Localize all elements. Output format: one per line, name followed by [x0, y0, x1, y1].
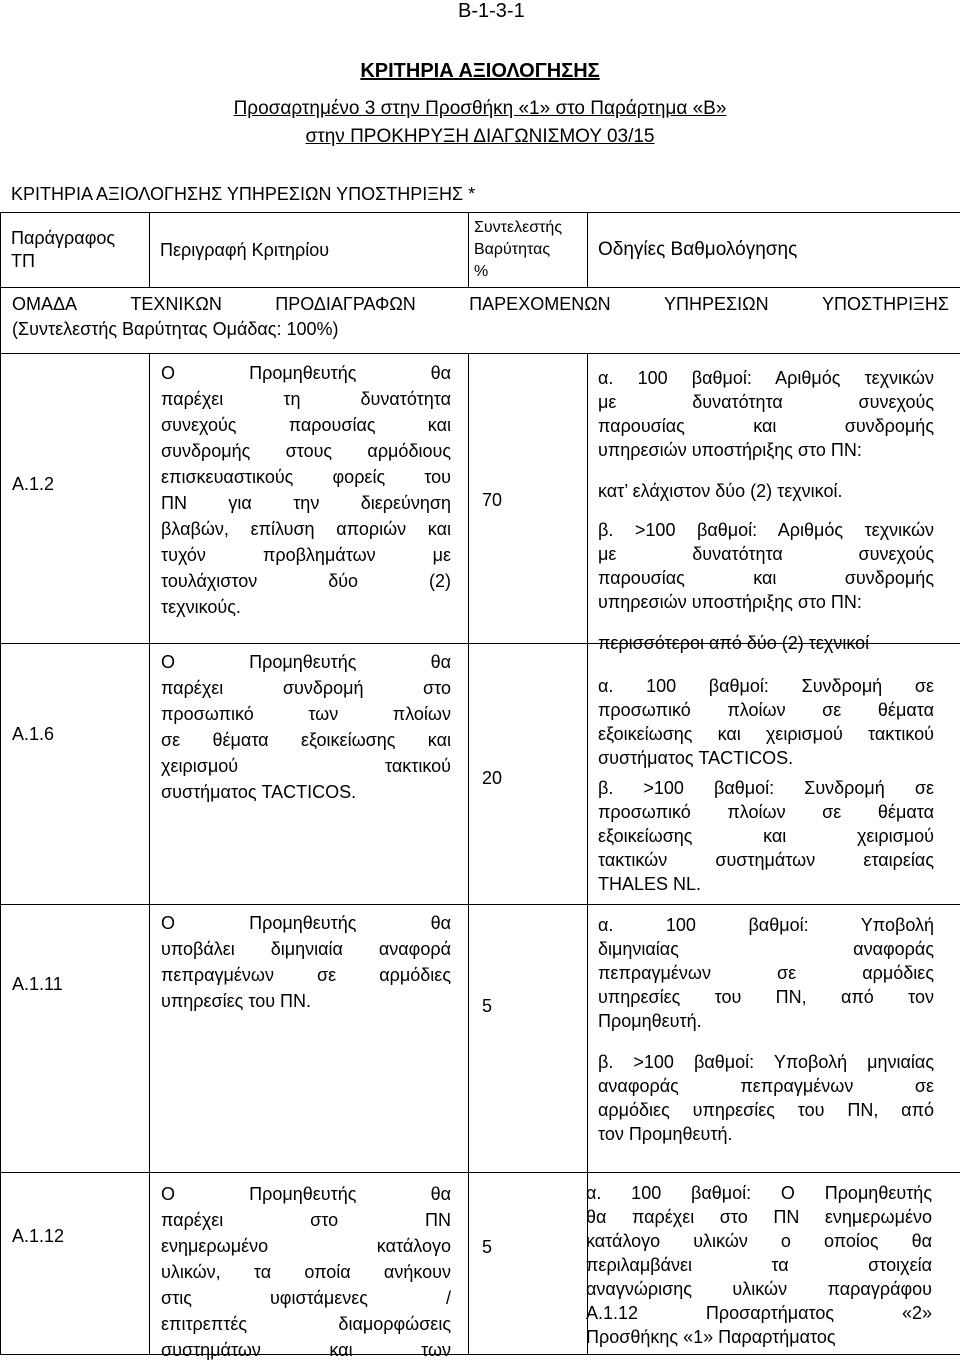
criterion-code: Α.1.6 — [12, 724, 54, 745]
guidelines-cell — [588, 1173, 960, 1355]
text-line: συστημάτων και των — [161, 1337, 451, 1363]
text-line: Ο Προμηθευτής θα — [161, 910, 451, 936]
group-title — [1, 288, 960, 354]
guideline-a — [598, 674, 934, 770]
text-line: θα παρέχει στο ΠΝ ενημερωμένο — [586, 1205, 932, 1229]
group-title-word: ΠΑΡΕΧΟΜΕΝΩΝ — [469, 292, 610, 317]
text-line: τεχνικούς. — [161, 594, 451, 620]
text-line: THALES NL. — [598, 872, 934, 896]
table-header-row — [1, 213, 960, 288]
column-header-description: Περιγραφή Κριτηρίου — [150, 213, 469, 288]
text-line: υπηρεσίες του ΠΝ, από τον — [598, 985, 934, 1009]
text-line: κατάλογο υλικών ο οποίος θα — [586, 1229, 932, 1253]
text-line: Προσθήκης «1» Παραρτήματος — [586, 1325, 932, 1349]
criterion-description-cell — [150, 354, 469, 644]
group-title-word: ΥΠΟΣΤΗΡΙΞΗΣ — [822, 292, 949, 317]
criterion-description — [161, 1181, 451, 1363]
guideline-b — [598, 776, 934, 896]
text-line: α. 100 βαθμοί: Αριθμός τεχνικών — [598, 366, 934, 390]
table-row — [1, 905, 960, 1173]
guideline-b-extra: περισσότεροι από δύο (2) τεχνικοί — [598, 631, 934, 655]
guideline-a — [598, 366, 934, 462]
text-line: Α.1.12 Προσαρτήματος «2» — [586, 1301, 932, 1325]
guideline-b — [598, 518, 934, 614]
text-line: συστήματος TACTICOS. — [598, 746, 934, 770]
guideline-b — [598, 1050, 934, 1146]
weight-value: 20 — [482, 768, 502, 789]
page-code: Β-1-3-1 — [458, 0, 525, 23]
text-line: προσωπικό πλοίων σε θέματα — [598, 698, 934, 722]
text-line: επιτρεπτές διαμορφώσεις — [161, 1311, 451, 1337]
criterion-code-cell — [1, 905, 150, 1173]
text-line: στις υφιστάμενες / — [161, 1285, 451, 1311]
weight-cell — [469, 354, 588, 644]
document-subtitle-line2: στην ΠΡΟΚΗΡΥΞΗ ΔΙΑΓΩΝΙΣΜΟΥ 03/15 — [0, 126, 960, 148]
text-line: με δυνατότητα συνεχούς — [598, 542, 934, 566]
text-line: αρμόδιες υπηρεσίες του ΠΝ, από — [598, 1098, 934, 1122]
text-line: υπηρεσίες του ΠΝ. — [161, 988, 451, 1014]
text-line: α. 100 βαθμοί: Συνδρομή σε — [598, 674, 934, 698]
text-line: α. 100 βαθμοί: Ο Προμηθευτής — [586, 1181, 932, 1205]
text-line: τυχόν προβλημάτων με — [161, 542, 451, 568]
group-title-line1 — [12, 292, 949, 317]
guideline-a — [598, 913, 934, 1033]
text-line: β. >100 βαθμοί: Αριθμός τεχνικών — [598, 518, 934, 542]
guideline-a — [586, 1181, 932, 1349]
group-row — [1, 288, 960, 354]
text-line: παρέχει συνδρομή στο — [161, 675, 451, 701]
section-title: ΚΡΙΤΗΡΙΑ ΑΞΙΟΛΟΓΗΣΗΣ ΥΠΗΡΕΣΙΩΝ ΥΠΟΣΤΗΡΙΞΗΣ * — [11, 184, 475, 205]
criterion-code: Α.1.2 — [12, 474, 54, 495]
text-line: Ο Προμηθευτής θα — [161, 649, 451, 675]
text-line: Ο Προμηθευτής θα — [161, 1181, 451, 1207]
column-header-weight: Συντελεστής Βαρύτητας % — [469, 213, 588, 288]
weight-value: 5 — [482, 996, 492, 1017]
weight-value: 5 — [482, 1237, 492, 1258]
table-row — [1, 354, 960, 644]
group-title-word: ΤΕΧΝΙΚΩΝ — [130, 292, 221, 317]
text-line: Ο Προμηθευτής θα — [161, 360, 451, 386]
text-line: α. 100 βαθμοί: Υποβολή — [598, 913, 934, 937]
text-line: αναγνώρισης υλικών παραγράφου — [586, 1277, 932, 1301]
text-line: πεπραγμένων σε αρμόδιες — [161, 962, 451, 988]
criterion-code: Α.1.11 — [12, 974, 63, 995]
text-line: συνδρομής στους αρμόδιους — [161, 438, 451, 464]
text-line: βλαβών, επίλυση αποριών και — [161, 516, 451, 542]
guidelines-cell — [588, 905, 960, 1173]
text-line: τακτικών συστημάτων εταιρείας — [598, 848, 934, 872]
table-row — [1, 644, 960, 905]
criterion-description — [161, 649, 451, 805]
text-line: ενημερωμένο κατάλογο — [161, 1233, 451, 1259]
text-line: υπηρεσιών υποστήριξης στο ΠΝ: — [598, 590, 934, 614]
group-title-word: ΥΠΗΡΕΣΙΩΝ — [664, 292, 769, 317]
text-line: εξοικείωσης και χειρισμού — [598, 824, 934, 848]
text-line: εξοικείωσης και χειρισμού τακτικού — [598, 722, 934, 746]
text-line: διμηνιαίας αναφοράς — [598, 937, 934, 961]
text-line: πεπραγμένων σε αρμόδιες — [598, 961, 934, 985]
text-line: παρέχει τη δυνατότητα — [161, 386, 451, 412]
criterion-code-cell — [1, 354, 150, 644]
criterion-description-cell — [150, 905, 469, 1173]
text-line: υποβάλει διμηνιαία αναφορά — [161, 936, 451, 962]
text-line: παρουσίας και συνδρομής — [598, 414, 934, 438]
text-line: προσωπικό πλοίων σε θέματα — [598, 800, 934, 824]
group-title-word: ΟΜΑΔΑ — [12, 292, 77, 317]
text-line: επισκευαστικούς φορείς του — [161, 464, 451, 490]
text-line: παρέχει στο ΠΝ — [161, 1207, 451, 1233]
text-line: συνεχούς παρουσίας και — [161, 412, 451, 438]
text-line: τουλάχιστον δύο (2) — [161, 568, 451, 594]
table-row — [1, 1173, 960, 1355]
criterion-code-cell — [1, 644, 150, 905]
weight-cell — [469, 905, 588, 1173]
group-title-line2: (Συντελεστής Βαρύτητας Ομάδας: 100%) — [12, 317, 949, 342]
guidelines-cell — [588, 644, 960, 905]
text-line: περιλαμβάνει τα στοιχεία — [586, 1253, 932, 1277]
criterion-description-cell — [150, 1173, 469, 1355]
text-line: Προμηθευτή. — [598, 1009, 934, 1033]
criterion-description-cell — [150, 644, 469, 905]
text-line: υλικών, τα οποία ανήκουν — [161, 1259, 451, 1285]
weight-cell — [469, 1173, 588, 1355]
criteria-table — [0, 212, 960, 1355]
guidelines-cell — [588, 354, 960, 644]
text-line: προσωπικό των πλοίων — [161, 701, 451, 727]
text-line: σε θέματα εξοικείωσης και — [161, 727, 451, 753]
column-header-paragraph: Παράγραφος ΤΠ — [1, 213, 150, 288]
text-line: συστήματος TACTICOS. — [161, 779, 451, 805]
document-subtitle-line1: Προσαρτημένο 3 στην Προσθήκη «1» στο Παράρτημα «Β» — [0, 98, 960, 120]
text-line: τον Προμηθευτή. — [598, 1122, 934, 1146]
text-line: ΠΝ για την διερεύνηση — [161, 490, 451, 516]
text-line: β. >100 βαθμοί: Υποβολή μηνιαίας — [598, 1050, 934, 1074]
group-title-word: ΠΡΟΔΙΑΓΡΑΦΩΝ — [275, 292, 416, 317]
text-line: υπηρεσιών υποστήριξης στο ΠΝ: — [598, 438, 934, 462]
text-line: αναφοράς πεπραγμένων σε — [598, 1074, 934, 1098]
text-line: β. >100 βαθμοί: Συνδρομή σε — [598, 776, 934, 800]
weight-value: 70 — [482, 490, 502, 511]
text-line: παρουσίας και συνδρομής — [598, 566, 934, 590]
text-line: χειρισμού τακτικού — [161, 753, 451, 779]
text-line: με δυνατότητα συνεχούς — [598, 390, 934, 414]
document-title: ΚΡΙΤΗΡΙΑ ΑΞΙΟΛΟΓΗΣΗΣ — [0, 60, 960, 83]
guideline-a-extra: κατ’ ελάχιστον δύο (2) τεχνικοί. — [598, 479, 934, 503]
weight-cell — [469, 644, 588, 905]
criterion-code-cell — [1, 1173, 150, 1355]
criterion-description — [161, 360, 451, 620]
column-header-guidelines: Οδηγίες Βαθμολόγησης — [588, 213, 960, 288]
criterion-code: Α.1.12 — [12, 1226, 64, 1247]
criterion-description — [161, 910, 451, 1014]
